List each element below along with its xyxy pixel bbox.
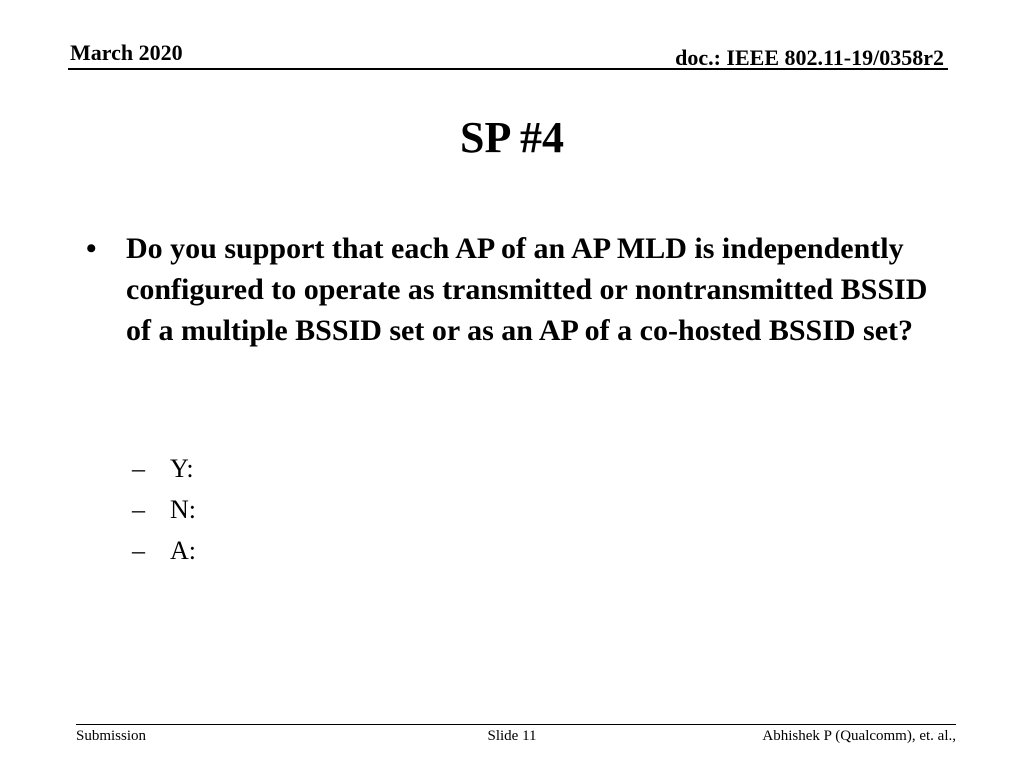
header-doc-id: doc.: IEEE 802.11-19/0358r2 — [675, 45, 944, 70]
bullet-list — [86, 228, 956, 351]
header-divider — [68, 68, 948, 70]
vote-option-no — [132, 489, 196, 530]
vote-option-abstain — [132, 530, 196, 571]
question-text: Do you support that each AP of an AP MLD is independently configured to operate as transmitted or nontransmitted BSSID of a multiple BSSID set or as an AP of a co-hosted BSSID set? — [126, 232, 928, 347]
vote-option-yes — [132, 448, 196, 489]
vote-option-label: Y: — [170, 454, 194, 483]
footer-submission: Submission — [76, 728, 147, 744]
footer-author: Abhishek P (Qualcomm), et. al., — [762, 728, 956, 744]
vote-option-label: A: — [170, 536, 196, 565]
footer-divider — [76, 724, 956, 725]
vote-options — [132, 448, 196, 571]
dash-icon: – — [132, 495, 145, 524]
dash-icon: – — [132, 454, 145, 483]
dash-icon: – — [132, 536, 145, 565]
bullet-marker-icon: • — [86, 232, 97, 265]
slide-title: SP #4 — [460, 113, 564, 162]
footer-slide-number: Slide 11 — [487, 728, 537, 744]
vote-option-label: N: — [170, 495, 196, 524]
bullet-item — [86, 228, 956, 351]
header-date: March 2020 — [70, 40, 183, 65]
